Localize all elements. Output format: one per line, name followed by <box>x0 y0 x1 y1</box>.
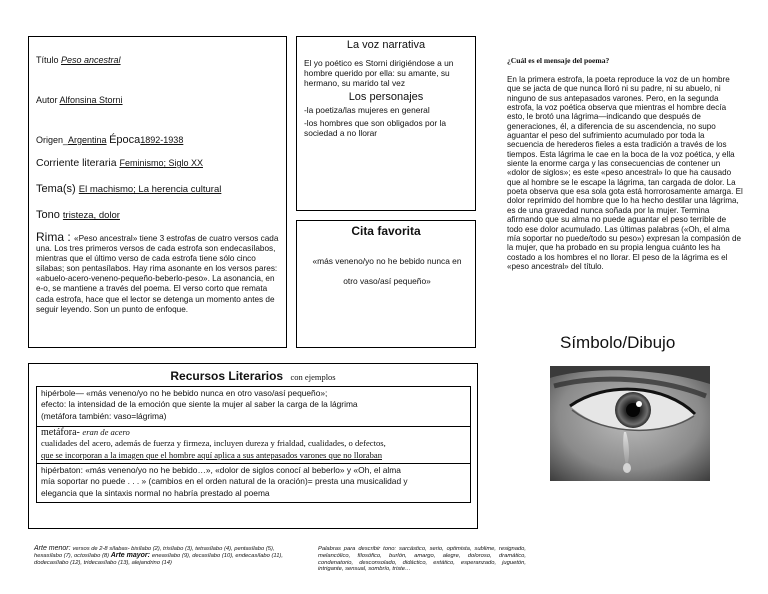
arte-mayor-label: Arte mayor: <box>110 551 152 559</box>
metafora-line-2: que se incorporan a la imagen que el hombre aquí aplica a sus antepasados varones que no lloraban <box>41 449 383 460</box>
mensaje-body: En la primera estrofa, la poeta reproduce la voz de un hombre que se jacta de que nunca lloró ni su padre, ni su abuelo, ni ninguno de sus antepasados varones. Pero, en la segunda estrofa, la voz poética observa que mientras el hombre decía esto, le brotó una lágrima—indicando que después de generaciones, él, a diferencia de su ascendencia, no supo aguantar el peso del sufrimiento acumulado por toda la secuencia de herederos fieles a esta tradición a través de los tiempos. Esta lágrima le cae en la boca de la voz poética, y ella siente la enorme carga y las consecuencias de contener un «dolor de siglos»; es este «peso ancestral» lo que ha causado que al hombre se le escape la lágrima, tan cargada de dolor. La poeta observa que esa sola gota está horrorosamente amarga. El dolor reprimido del hombre que lo ha hecho destilar una lágrima, es de una gravedad nunca soñada por la mujer. Termina afirmando que su alma no puede aguantar el peso terrible de todo ese dolor acumulado. Las últimas palabras («Oh, el alma mía soportar no puede/todo su peso») expresan la compasión de la mujer, que ha probado en su propia lengua cuánto les ha costado a los hombres el no llorar. El peso de la lágrima es el «peso ancestral» del título. <box>507 75 743 271</box>
poem-info-box <box>28 36 287 348</box>
arte-menor-text: versos de 2-8 sílabas- bisílabo (2), trisílabo (3), tetrasílabo (4), pentasílabo (5), hexasílabo (7), octosílabo (8) <box>34 546 275 559</box>
tono-value: tristeza, dolor <box>62 210 120 221</box>
recursos-subtitle: con ejemplos <box>290 372 336 382</box>
recursos-title: Recursos Literarios <box>170 369 284 383</box>
metafora-example: eran de acero <box>82 427 130 437</box>
cita-title: Cita favorita <box>351 224 421 238</box>
tono-label: Tono <box>36 209 63 221</box>
metafora-block <box>37 427 470 464</box>
hiperbole-line-3: (metáfora también: vaso=lágrima) <box>41 410 167 421</box>
autor-value: Alfonsina Storni <box>59 95 123 105</box>
cita-favorita-box <box>296 220 476 348</box>
arte-menor-label: Arte menor: <box>34 545 73 552</box>
corriente-value: Feminismo; Siglo XX <box>119 158 203 168</box>
tema-label: Tema(s) <box>36 183 79 195</box>
recursos-literarios-box <box>28 363 478 529</box>
cita-text: «más veneno/yo no he bebido nunca en otro vaso/así pequeño» <box>312 256 462 286</box>
tema-row <box>36 183 221 195</box>
hiperbole-block <box>37 388 470 427</box>
metafora-label: metáfora- <box>41 427 83 438</box>
personaje-mujeres: -la poetiza/las mujeres en general <box>304 105 430 115</box>
simbolo-title: Símbolo/Dibujo <box>560 333 676 352</box>
corriente-label: Corriente literaria <box>36 157 120 169</box>
hiperbole-line-2: efecto: la intensidad de la emoción que siente la mujer al saber la carga de la lágrima <box>41 399 358 410</box>
hiperbaton-line-2: mía soportar no puede . . . » (cambios en el orden natural de la oración)= presta una musicalidad y <box>41 476 408 487</box>
hiperbaton-line-1: hipérbaton: «más veneno/yo no he bebido…», «dolor de siglos conocí al beberlo» y «Oh, el alma <box>41 465 401 475</box>
eye-tear-image <box>550 366 710 481</box>
titulo-row <box>36 55 121 65</box>
eye-tear-icon <box>550 366 710 481</box>
recursos-heading <box>29 367 477 385</box>
mensaje-question: ¿Cuál es el mensaje del poema? <box>507 56 610 65</box>
hiperbole-line-1: hipérbole— «más veneno/yo no he bebido nunca en otro vaso/así pequeño»; <box>41 388 328 398</box>
arte-mayor-text: eneasílabo (9), decasílabo (10), endecasílabo (11), dodecasílabo (12), tridecasílabo (13), alejandrino (14) <box>34 552 283 566</box>
titulo-value: Peso ancestral <box>61 55 121 65</box>
recursos-table <box>36 386 471 503</box>
rima-label: Rima : <box>36 230 75 244</box>
voz-text: El yo poético es Storni dirigiéndose a un hombre querido por ella: su amante, su hermano, su marido tal vez <box>304 58 454 89</box>
rima-paragraph <box>36 232 280 315</box>
hiperbaton-block <box>37 465 470 503</box>
mensaje-section <box>507 56 743 271</box>
voz-narrativa-box <box>296 36 476 211</box>
autor-label: Autor <box>36 95 60 105</box>
epoca-label: Época <box>109 134 141 146</box>
titulo-label: Título <box>36 55 62 65</box>
origen-value: Argentina <box>68 135 107 145</box>
origen-row <box>36 134 183 146</box>
corriente-row <box>36 157 203 169</box>
metafora-line-1: cualidades del acero, además de fuerza y firmeza, incluyen dureza y frialdad, cualidades, o defectos, <box>41 438 386 449</box>
origen-label: Origen_ <box>36 135 69 145</box>
rima-text: «Peso ancestral» tiene 3 estrofas de cuatro versos cada una. Los tres primeros versos de cada estrofa son endecasílabos, mientras que el último verso de cada estrofa tiene sólo cinco sílabas; son pentasílabos. Hay rima asonante en los versos pares: «abuelo-acero-veneno-pequeño-beberlo-peso». La asonancia, en e-o, se mantiene a través del poema. El verso corto que remata cada estrofa, hace que el lector se detenga un momento antes de seguir leyendo. Son un punto de enfoque. <box>36 234 279 314</box>
hiperbaton-line-3: elegancia que la sintaxis normal no habría prestado al poema <box>41 487 270 498</box>
tono-row <box>36 209 120 221</box>
autor-row <box>36 95 123 105</box>
personajes-title: Los personajes <box>348 91 424 103</box>
personaje-hombres: -los hombres que son obligados por la sociedad a no llorar <box>304 118 446 139</box>
tema-value: El machismo; La herencia cultural <box>78 184 222 195</box>
palabras-tono-footer: Palabras para describir tono: sarcástico, serio, optimista, sublime, resignado, melancólico, filosófico, burlón, amargo, alegre, doloroso, dramático, condenatorio, desconsolado, didáctico, extático, esperanzado, juguetón, intrigante, sensual, sombrío, triste… <box>318 546 526 573</box>
arte-footer <box>34 546 302 566</box>
epoca-value: 1892-1938 <box>140 135 184 145</box>
voz-title: La voz narrativa <box>346 39 426 51</box>
